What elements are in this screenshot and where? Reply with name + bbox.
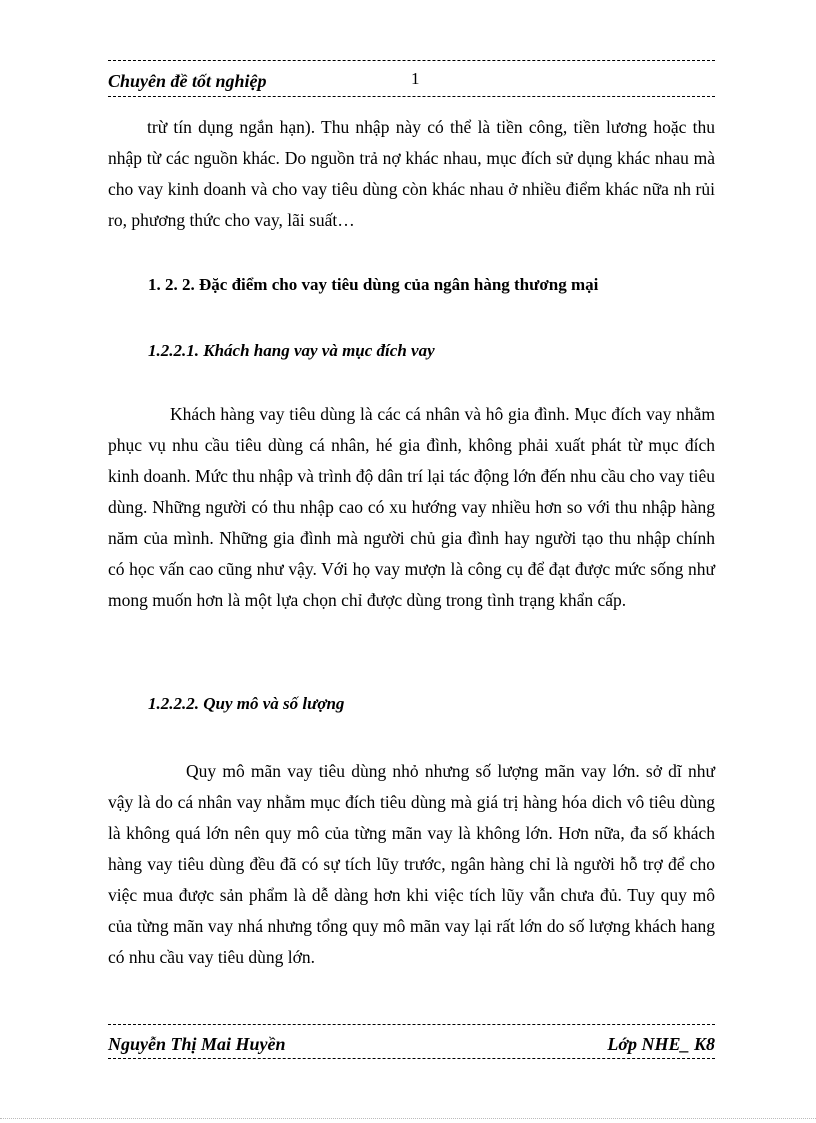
- footer-bottom-rule: [108, 1058, 715, 1059]
- intro-paragraph: trừ tín dụng ngắn hạn). Thu nhập này có thể là tiền công, tiền lương hoặc thu nhập từ các nguồn khác. Do nguồn trả nợ khác nhau, mục đích sử dụng khác nhau mà cho vay kinh doanh và cho vay tiêu dùng còn khác nhau ở nhiều điểm khác nữa nh rủi ro, phương thức cho vay, lãi suất…: [108, 117, 715, 230]
- footer-class: Lớp NHE_ K8: [607, 1034, 715, 1054]
- header-top-rule: [108, 60, 715, 61]
- subsection-2-paragraph: Quy mô mãn vay tiêu dùng nhỏ nhưng số lượng mãn vay lớn. sở dĩ như vậy là do cá nhân vay nhằm mục đích tiêu dùng mà giá trị hàng hóa dich vô tiêu dùng là không quá lớn nên quy mô của từng mãn vay là không lớn. Hơn nữa, đa số khách hàng vay tiêu dùng đều đã có sự tích lũy trước, ngân hàng chỉ là người hỗ trợ để cho việc mua được sản phẩm là dễ dàng hơn khi việc tích lũy vẫn chưa đủ. Tuy quy mô của từng mãn vay nhá nhưng tổng quy mô mãn vay lại rất lớn do số lượng khách hang có nhu cầu vay tiêu dùng lớn.: [108, 761, 715, 967]
- subsection-1-paragraph: Khách hàng vay tiêu dùng là các cá nhân và hô gia đình. Mục đích vay nhằm phục vụ nhu cầu tiêu dùng cá nhân, hé gia đình, không phải xuất phát từ mục đích kinh doanh. Mức thu nhập và trình độ dân trí lại tác động lớn đến nhu cầu cho vay tiêu dùng. Những người có thu nhập cao có xu hướng vay nhiều hơn so với thu nhập hàng năm của mình. Những gia đình mà người chủ gia đình hay người tạo thu nhập chính có học vấn cao cũng như vậy. Với họ vay mượn là công cụ để đạt được mức sống như mong muốn hơn là một lựa chọn chỉ được dùng trong tình trạng khẩn cấp.: [108, 404, 715, 610]
- footer-top-rule: [108, 1024, 715, 1025]
- section-heading: 1. 2. 2. Đặc điểm cho vay tiêu dùng của ngân hàng thương mại: [148, 275, 599, 294]
- page-number: 1: [411, 69, 420, 88]
- subsection-heading-2: 1.2.2.2. Quy mô và số lượng: [148, 694, 345, 713]
- header-title: Chuyên đề tốt nghiệp: [108, 71, 267, 91]
- subsection-heading-1: 1.2.2.1. Khách hang vay và mục đích vay: [148, 341, 435, 360]
- footer-author: Nguyễn Thị Mai Huyền: [108, 1034, 286, 1054]
- page-edge: [0, 1118, 816, 1119]
- header-bottom-rule: [108, 96, 715, 97]
